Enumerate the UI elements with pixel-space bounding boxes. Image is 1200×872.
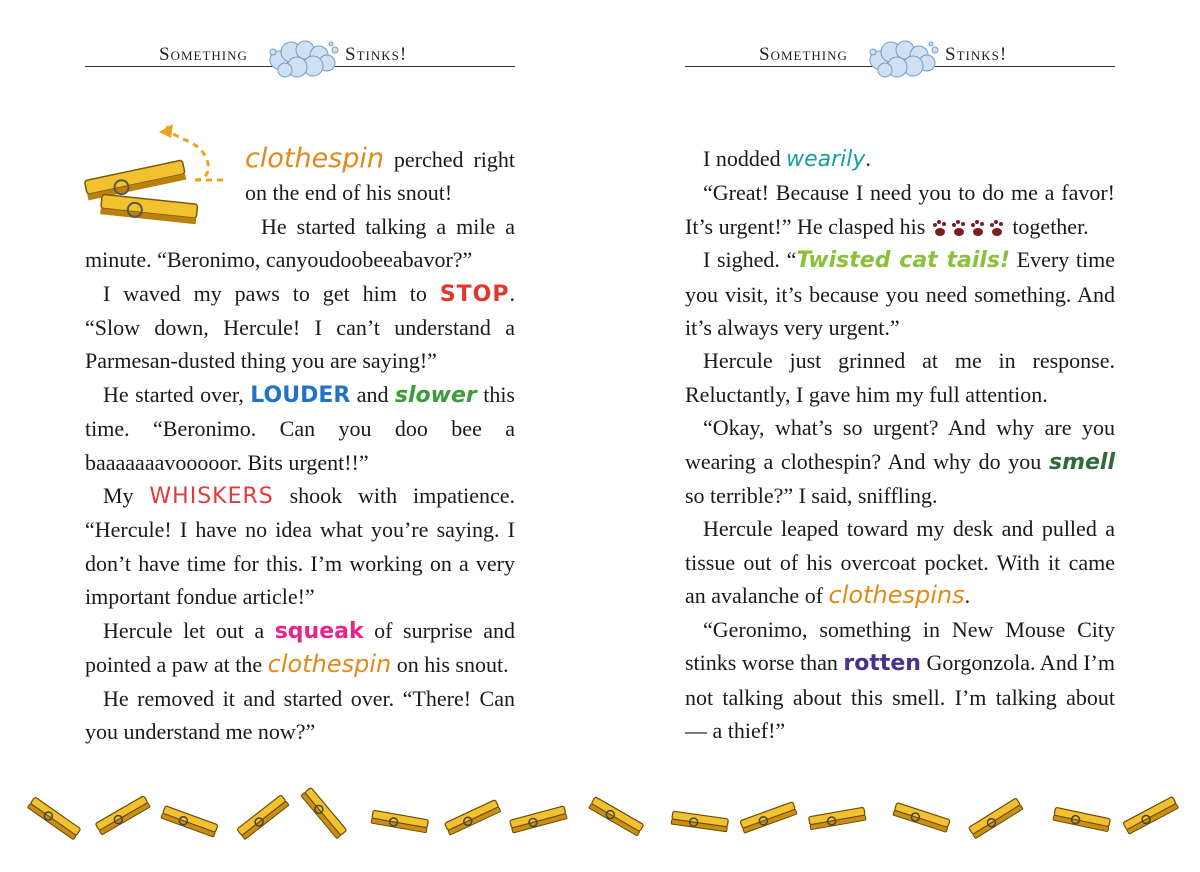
- header-word-stinks: Stinks!: [941, 44, 1011, 66]
- running-head-right: [685, 36, 1115, 76]
- fx-word-rotten: rotten: [843, 651, 921, 677]
- fx-word-clothespins: clothespins: [828, 581, 965, 610]
- header-word-stinks: Stinks!: [341, 44, 411, 66]
- paragraph: My WHISKERS shook with impatience. “Hercule! I have no idea what you’re saying. I don’t have time for this. I’m working on a very important fondue article!”: [85, 483, 515, 610]
- fx-word-stop: STOP: [439, 281, 510, 307]
- paragraph: I sighed. “Twisted cat tails! Every time you visit, it’s because you need something. And it’s always very urgent.”: [685, 247, 1116, 341]
- running-head-left: [85, 36, 515, 76]
- soap-bubbles-icon: [265, 38, 341, 80]
- fx-word-clothespin: clothespin: [267, 650, 392, 679]
- fx-word-squeak: squeak: [274, 618, 364, 644]
- clothespin-icon: [27, 787, 1178, 839]
- left-page: [85, 0, 515, 790]
- paragraph: He started over, LOUDER and slower this time. “Beronimo. Can you doo bee a baaaaaaavooooor. Bits urgent!!”: [85, 381, 515, 475]
- fx-word-whiskers: WHISKERS: [149, 484, 274, 510]
- fx-word-clothespin: clothespin: [245, 143, 384, 174]
- fx-word-slower: slower: [394, 382, 477, 408]
- right-page: [685, 0, 1115, 790]
- paragraph: He removed it and started over. “There! Can you understand me now?”: [85, 685, 515, 744]
- paragraph: He started talking a mile a minute. “Beronimo, canyoudoobeeabavor?”: [85, 213, 515, 273]
- paragraph: “Great! Because I need you to do me a favor! It’s urgent!” He clasped his together.: [685, 180, 1115, 239]
- header-word-something: Something: [755, 44, 852, 66]
- paragraph: “Okay, what’s so urgent? And why are you wearing a clothespin? And why do you smell so terrible?” I said, sniffling.: [685, 415, 1115, 509]
- paragraph: Hercule leaped toward my desk and pulled a tissue out of his overcoat pocket. With it came an avalanche of clothespins.: [685, 516, 1115, 610]
- paragraph: Hercule let out a squeak of surprise and pointed a paw at the clothespin on his snout.: [85, 617, 515, 679]
- fx-word-twisted-cat-tails: Twisted cat tails!: [796, 248, 1011, 274]
- paragraph: I nodded wearily.: [703, 146, 871, 172]
- left-body-text: [85, 142, 515, 748]
- fx-word-louder: LOUDER: [250, 382, 351, 408]
- fx-word-smell: smell: [1048, 449, 1115, 475]
- paragraph: I waved my paws to get him to STOP. “Slow down, Hercule! I can’t understand a Parmesan-dusted thing you are saying!”: [85, 280, 515, 374]
- header-word-something: Something: [155, 44, 252, 66]
- paragraph: Hercule just grinned at me in response. Reluctantly, I gave him my full attention.: [685, 348, 1115, 407]
- right-body-text: [685, 142, 1115, 747]
- paragraph: “Geronimo, something in New Mouse City stinks worse than rotten Gorgonzola. And I’m not talking about this smell. I’m talking about — a thief!”: [685, 616, 1115, 743]
- soap-bubbles-icon: [865, 38, 941, 80]
- clothespin-border: [0, 782, 1200, 852]
- paw-prints-icon: [931, 218, 1007, 240]
- fx-word-wearily: wearily: [786, 147, 866, 172]
- paragraph: clothespin perched right on the end of his snout!: [245, 143, 515, 206]
